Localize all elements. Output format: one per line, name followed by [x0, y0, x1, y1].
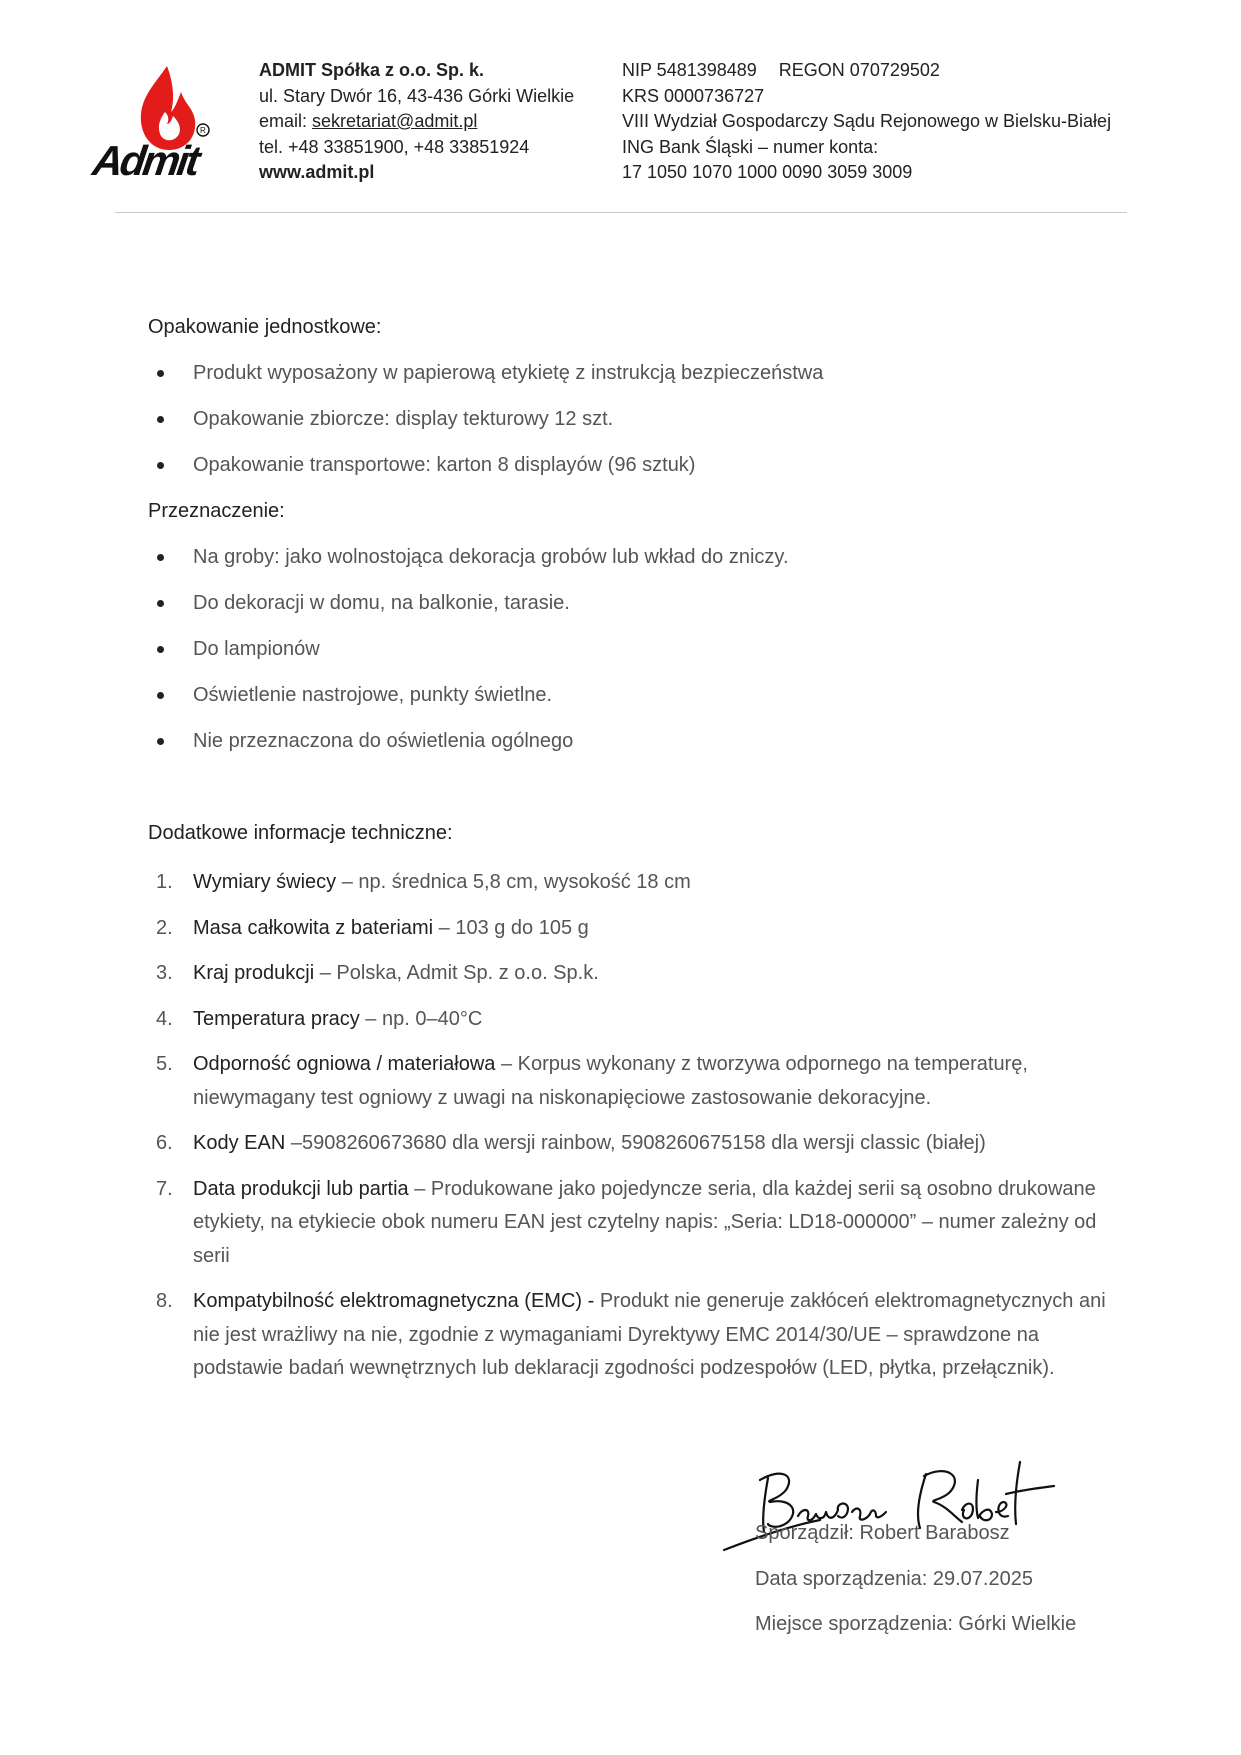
email-label: email: [259, 111, 313, 131]
preparation-place: Miejsce sporządzenia: Górki Wielkie [755, 1613, 1077, 1635]
nip: NIP 5481398489 [622, 60, 757, 80]
bank-info: ING Bank Śląski – numer konta: [622, 136, 879, 157]
company-info [259, 58, 574, 186]
bullet-icon [157, 370, 164, 377]
admit-logo [89, 62, 235, 184]
list-item: 2. Masa całkowita z bateriami – 103 g do 105 g [156, 916, 589, 939]
list-item: 6. Kody EAN –5908260673680 dla wersji rainbow, 5908260675158 dla wersji classic (białej) [156, 1132, 986, 1154]
list-item: Do dekoracji w domu, na balkonie, tarasie. [148, 590, 1128, 636]
purpose-heading: Przeznaczenie: [148, 500, 285, 522]
svg-text:Admit: Admit [89, 137, 201, 184]
regon: REGON 070729502 [778, 60, 940, 80]
krs: KRS 0000736727 [622, 85, 765, 106]
company-website[interactable]: www.admit.pl [259, 162, 375, 182]
company-name: ADMIT Spółka z o.o. Sp. k. [259, 60, 485, 80]
list-item: Opakowanie transportowe: karton 8 displayów (96 sztuk) [148, 452, 1128, 498]
list-item: Nie przeznaczona do oświetlenia ogólnego [148, 728, 1128, 774]
list-item: Do lampionów [148, 636, 1128, 682]
signature-block [755, 1520, 1076, 1657]
list-item: 1. Wymiary świecy – np. średnica 5,8 cm, wysokość 18 cm [156, 871, 691, 893]
list-item: 5. Odporność ogniowa / materiałowa – Korpus wykonany z tworzywa odpornego na temperaturę, niewymagany test ogniowy z uwagi na niskonapięciowe zastosowanie dekoracyjne. [156, 1053, 1028, 1109]
bullet-icon [157, 738, 164, 745]
svg-text:R: R [200, 126, 206, 135]
bullet-icon [157, 646, 164, 653]
list-item: 3. Kraj produkcji – Polska, Admit Sp. z o.o. Sp.k. [156, 962, 599, 984]
technical-heading: Dodatkowe informacje techniczne: [148, 822, 453, 844]
email-link[interactable]: sekretariat@admit.pl [312, 111, 478, 131]
nip-regon-line [622, 58, 1111, 84]
company-address: ul. Stary Dwór 16, 43-436 Górki Wielkie [259, 85, 575, 106]
bullet-icon [157, 416, 164, 423]
document-body [148, 314, 1128, 1398]
list-item: Opakowanie zbiorcze: display tekturowy 12 szt. [148, 406, 1128, 452]
packaging-heading: Opakowanie jednostkowe: [148, 316, 382, 338]
technical-list [148, 866, 1128, 1386]
list-item: 8. Kompatybilność elektromagnetyczna (EMC) - Produkt nie generuje zakłóceń elektromagnetycznych ani nie jest wrażliwy na nie, zgodnie z wymaganiami Dyrektywy EMC 2014/30/UE – sprawdzone na podstawie badań wewnętrznych lub deklaracji zgodności podzespołów (LED, płytka, przełącznik). [156, 1290, 1106, 1379]
company-phone: tel. +48 33851900, +48 33851924 [259, 136, 530, 157]
list-item: Oświetlenie nastrojowe, punkty świetlne. [148, 682, 1128, 728]
bank-account: 17 1050 1070 1000 0090 3059 3009 [622, 162, 913, 182]
company-email-line [259, 109, 574, 135]
packaging-list [148, 360, 1128, 498]
list-item: Na groby: jako wolnostojąca dekoracja grobów lub wkład do zniczy. [148, 544, 1128, 590]
purpose-list [148, 544, 1128, 774]
bullet-icon [157, 600, 164, 607]
bullet-icon [157, 554, 164, 561]
list-item: 7. Data produkcji lub partia – Produkowane jako pojedyncze seria, dla każdej serii są osobno drukowane etykiety, na etykiecie obok numeru EAN jest czytelny napis: „Seria: LD18-000000” – numer zależny od serii [156, 1177, 1097, 1267]
court-info: VIII Wydział Gospodarczy Sądu Rejonowego w Bielsku-Białej [622, 111, 1112, 131]
header-divider [115, 212, 1127, 213]
preparation-date: Data sporządzenia: 29.07.2025 [755, 1567, 1033, 1590]
list-item: 4. Temperatura pracy – np. 0–40°C [156, 1007, 483, 1030]
list-item: Produkt wyposażony w papierową etykietę z instrukcją bezpieczeństwa [148, 360, 1128, 406]
prepared-by: Sporządził: Robert Barabosz [755, 1522, 1010, 1544]
bullet-icon [157, 462, 164, 469]
bullet-icon [157, 692, 164, 699]
registry-info [622, 58, 1111, 186]
